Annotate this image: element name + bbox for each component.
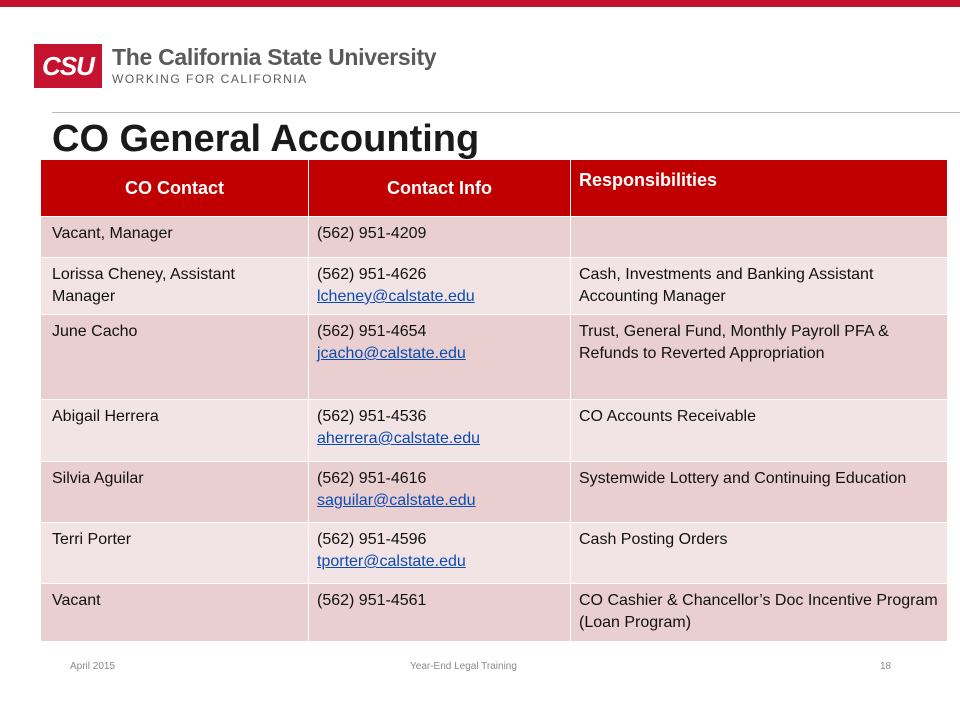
contact-phone: (562) 951-4626	[317, 266, 427, 283]
contact-phone: (562) 951-4561	[317, 592, 427, 609]
header-divider	[52, 112, 960, 113]
top-accent-bar	[0, 0, 960, 7]
contact-name: Vacant, Manager	[41, 217, 309, 258]
contact-email-link[interactable]: tporter@calstate.edu	[317, 553, 466, 570]
contact-name: Vacant	[41, 584, 309, 642]
contact-info-cell	[309, 584, 571, 642]
contact-phone: (562) 951-4616	[317, 470, 427, 487]
footer-date: April 2015	[70, 661, 116, 672]
contact-info-cell	[309, 217, 571, 258]
contact-name: Lorissa Cheney, Assistant Manager	[41, 258, 309, 315]
responsibilities-cell: CO Accounts Receivable	[571, 400, 948, 462]
table-row	[41, 400, 948, 462]
table-row	[41, 462, 948, 523]
contacts-table	[40, 159, 948, 642]
responsibilities-cell	[571, 217, 948, 258]
contact-email-link[interactable]: aherrera@calstate.edu	[317, 430, 480, 447]
contact-phone: (562) 951-4654	[317, 323, 427, 340]
responsibilities-cell: Cash Posting Orders	[571, 523, 948, 584]
logo-university-name: The California State University	[112, 44, 437, 70]
contact-info-cell	[309, 400, 571, 462]
contact-name: Abigail Herrera	[41, 400, 309, 462]
header-responsibilities: Responsibilities	[571, 160, 948, 217]
contact-email-link[interactable]: jcacho@calstate.edu	[317, 345, 466, 362]
table-row	[41, 258, 948, 315]
contact-email-link[interactable]: saguilar@calstate.edu	[317, 492, 476, 509]
contact-info-cell	[309, 258, 571, 315]
footer-page-number: 18	[880, 661, 892, 672]
responsibilities-cell: Trust, General Fund, Monthly Payroll PFA & Refunds to Reverted Appropriation	[571, 315, 948, 400]
footer-presentation-title: Year-End Legal Training	[410, 661, 517, 672]
table-header-row	[41, 160, 948, 217]
responsibilities-cell: CO Cashier & Chancellor’s Doc Incentive Program (Loan Program)	[571, 584, 948, 642]
contact-name: Silvia Aguilar	[41, 462, 309, 523]
contact-info-cell	[309, 523, 571, 584]
header-contact-info: Contact Info	[309, 160, 571, 217]
csu-logo-mark: CSU	[34, 44, 102, 88]
csu-logo	[34, 44, 436, 88]
contact-email-link[interactable]: lcheney@calstate.edu	[317, 288, 475, 305]
logo-text-block	[112, 45, 436, 87]
slide-title: CO General Accounting	[52, 118, 480, 160]
table-row	[41, 584, 948, 642]
header-co-contact: CO Contact	[41, 160, 309, 217]
contact-phone: (562) 951-4596	[317, 531, 427, 548]
contact-phone: (562) 951-4536	[317, 408, 427, 425]
table-row	[41, 315, 948, 400]
contact-info-cell	[309, 462, 571, 523]
contact-name: June Cacho	[41, 315, 309, 400]
contact-name: Terri Porter	[41, 523, 309, 584]
contact-phone: (562) 951-4209	[317, 225, 427, 242]
table-row	[41, 523, 948, 584]
contact-info-cell	[309, 315, 571, 400]
table-row	[41, 217, 948, 258]
responsibilities-cell: Systemwide Lottery and Continuing Education	[571, 462, 948, 523]
responsibilities-cell: Cash, Investments and Banking Assistant Accounting Manager	[571, 258, 948, 315]
logo-tagline: WORKING FOR CALIFORNIA	[112, 72, 308, 86]
